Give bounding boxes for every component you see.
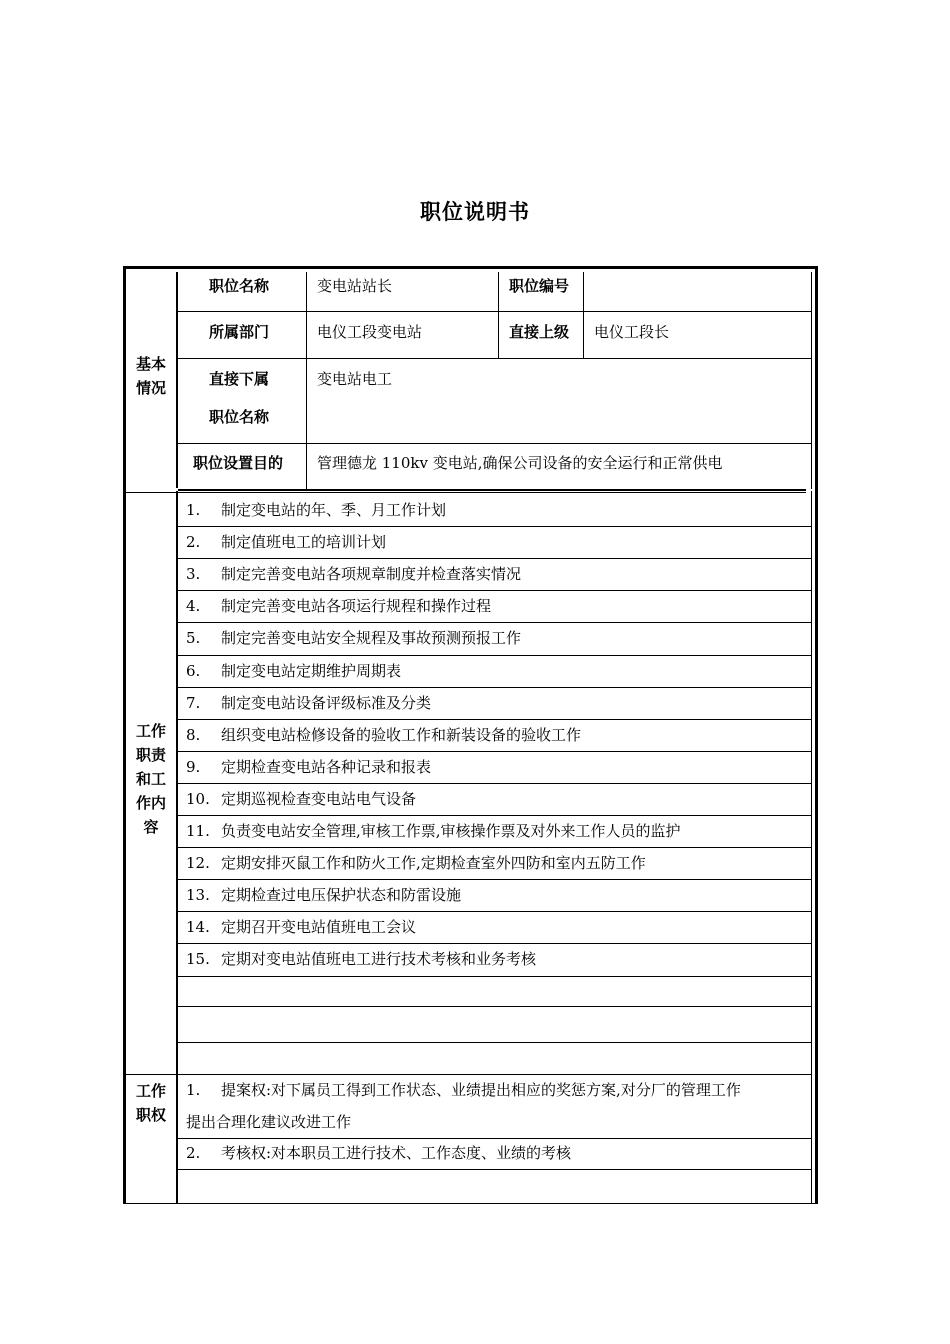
duty-item-number: 8. <box>186 726 201 744</box>
duty-item <box>186 500 446 520</box>
duty-item-text: 定期检查过电压保护状态和防雷设施 <box>221 886 462 904</box>
department-label: 所属部门 <box>209 323 270 341</box>
duty-item <box>186 693 431 713</box>
section-divider <box>126 492 806 493</box>
row-divider <box>178 1006 812 1007</box>
row-divider <box>178 847 812 848</box>
row-divider <box>178 1138 812 1139</box>
duty-item-text: 制定变电站设备评级标准及分类 <box>221 694 432 712</box>
col-divider <box>811 491 812 1204</box>
position-name-value: 变电站站长 <box>317 277 393 295</box>
row-divider <box>178 622 812 623</box>
row-divider <box>178 1042 812 1043</box>
col-divider <box>811 272 812 489</box>
row-divider <box>178 879 812 880</box>
duty-item-number: 3. <box>186 565 201 583</box>
authority-item-number: 1. <box>186 1081 201 1099</box>
row-divider <box>178 911 812 912</box>
row-divider <box>178 1169 812 1170</box>
duty-item <box>186 532 386 552</box>
superior-value: 电仪工段长 <box>594 323 670 341</box>
duty-item-number: 2. <box>186 533 201 551</box>
section-divider <box>126 1074 812 1075</box>
duty-item-number: 9. <box>186 758 201 776</box>
duty-item-text: 制定完善变电站各项规章制度并检查落实情况 <box>221 565 522 583</box>
duty-item-number: 13. <box>186 886 210 904</box>
duty-item-number: 4. <box>186 597 201 615</box>
subordinate-value: 变电站电工 <box>317 370 393 388</box>
row-divider <box>178 443 812 444</box>
row-divider <box>178 943 812 944</box>
duty-item <box>186 564 521 584</box>
duty-item-text: 制定完善变电站各项运行规程和操作过程 <box>221 597 492 615</box>
row-divider <box>178 976 812 977</box>
duty-item-number: 12. <box>186 854 210 872</box>
duty-item-number: 11. <box>186 822 210 840</box>
row-divider <box>178 526 812 527</box>
row-divider <box>178 590 812 591</box>
duty-item-number: 10. <box>186 790 210 808</box>
department-value: 电仪工段变电站 <box>317 323 423 341</box>
duty-item-text: 定期对变电站值班电工进行技术考核和业务考核 <box>221 950 537 968</box>
duty-item-text: 负责变电站安全管理,审核工作票,审核操作票及对外来工作人员的监护 <box>221 822 681 840</box>
row-divider <box>178 719 812 720</box>
duty-item-text: 定期巡视检查变电站电气设备 <box>221 790 417 808</box>
table-border-top <box>123 266 818 269</box>
duty-item <box>186 596 491 616</box>
row-divider <box>178 815 812 816</box>
row-divider <box>178 783 812 784</box>
duty-item-number: 5. <box>186 629 201 647</box>
duty-item-number: 14. <box>186 918 210 936</box>
duty-item <box>186 725 581 745</box>
duty-item <box>186 789 416 809</box>
section-label-authority: 工作 职权 <box>135 1082 166 1124</box>
section-label-duties: 工作 职责 和工 作内 容 <box>135 722 166 836</box>
row-divider <box>178 655 812 656</box>
duty-item-text: 定期召开变电站值班电工会议 <box>221 918 417 936</box>
duty-item-number: 7. <box>186 694 201 712</box>
row-divider <box>178 489 806 491</box>
duty-item-text: 制定完善变电站安全规程及事故预测预报工作 <box>221 629 522 647</box>
duty-item <box>186 628 521 648</box>
duty-item <box>186 885 461 905</box>
duty-item-number: 6. <box>186 662 201 680</box>
row-divider <box>178 558 812 559</box>
purpose-value: 管理德龙 110kv 变电站,确保公司设备的安全运行和正常供电 <box>317 454 723 472</box>
purpose-label: 职位设置目的 <box>193 454 284 472</box>
duty-item <box>186 757 431 777</box>
authority-item-text: 考核权:对本职员工进行技术、工作态度、业绩的考核 <box>221 1144 572 1162</box>
duty-item-number: 1. <box>186 501 201 519</box>
duty-item-text: 定期检查变电站各种记录和报表 <box>221 758 432 776</box>
duty-item-text: 组织变电站检修设备的验收工作和新装设备的验收工作 <box>221 726 582 744</box>
duty-item-text: 制定值班电工的培训计划 <box>221 533 387 551</box>
subordinate-label-line2: 职位名称 <box>209 408 270 426</box>
col-divider <box>498 272 499 358</box>
section-divider <box>176 272 178 488</box>
duty-item <box>186 821 681 841</box>
authority-item-number: 2. <box>186 1144 201 1162</box>
duty-item <box>186 949 536 969</box>
col-divider <box>306 272 307 489</box>
authority-item-text: 提案权:对下属员工得到工作状态、业绩提出相应的奖惩方案,对分厂的管理工作 <box>221 1081 741 1099</box>
table-border-right <box>815 266 818 1204</box>
duty-item-text: 定期安排灭鼠工作和防火工作,定期检查室外四防和室内五防工作 <box>221 854 646 872</box>
position-no-label: 职位编号 <box>509 277 570 295</box>
row-divider <box>178 751 812 752</box>
row-divider <box>178 358 812 359</box>
duty-item <box>186 917 416 937</box>
duty-item-text: 制定变电站定期维护周期表 <box>221 662 402 680</box>
row-divider <box>178 687 812 688</box>
duty-item-number: 15. <box>186 950 210 968</box>
section-label-basic: 基本 情况 <box>135 355 166 397</box>
authority-item-continued: 提出合理化建议改进工作 <box>186 1113 352 1131</box>
duty-item-text: 制定变电站的年、季、月工作计划 <box>221 501 447 519</box>
col-divider <box>583 272 584 358</box>
position-name-label: 职位名称 <box>209 277 270 295</box>
duty-item <box>186 661 401 681</box>
subordinate-label: 直接下属 <box>209 370 270 388</box>
authority-item <box>186 1080 741 1100</box>
superior-label: 直接上级 <box>509 323 570 341</box>
row-divider <box>178 311 812 312</box>
page-title: 职位说明书 <box>420 200 530 224</box>
authority-item <box>186 1143 571 1163</box>
duty-item <box>186 853 646 873</box>
table-border-bottom <box>123 1203 818 1204</box>
